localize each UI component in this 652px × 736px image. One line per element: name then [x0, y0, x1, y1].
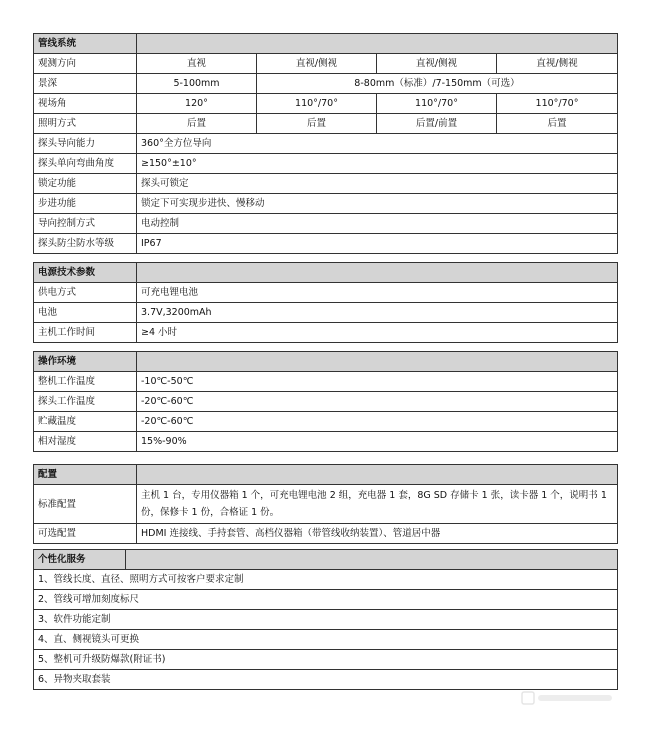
table-row	[34, 214, 618, 234]
list-item	[34, 630, 618, 650]
section-header	[34, 352, 618, 372]
cell-value: 110°/70°	[377, 94, 497, 114]
table-row	[34, 94, 618, 114]
row-label: 探头防尘防水等级	[34, 234, 137, 254]
table-row	[34, 524, 618, 544]
cell-value: -20℃-60℃	[137, 412, 618, 432]
list-item	[34, 590, 618, 610]
table-row	[34, 412, 618, 432]
cell-value: IP67	[137, 234, 618, 254]
cell-value: ≥150°±10°	[137, 154, 618, 174]
section-title: 电源技术参数	[34, 263, 137, 283]
cell-value: 3.7V,3200mAh	[137, 303, 618, 323]
service-item: 6、异物夹取套装	[34, 670, 618, 690]
row-label: 探头单向弯曲角度	[34, 154, 137, 174]
table-row	[34, 303, 618, 323]
row-label: 探头导向能力	[34, 134, 137, 154]
pipeline-spec-table	[33, 33, 618, 254]
row-label: 视场角	[34, 94, 137, 114]
cell-value: -20℃-60℃	[137, 392, 618, 412]
table-row	[34, 174, 618, 194]
section-title: 操作环境	[34, 352, 137, 372]
row-label: 主机工作时间	[34, 323, 137, 343]
cell-value: ≥4 小时	[137, 323, 618, 343]
list-item	[34, 570, 618, 590]
table-row	[34, 74, 618, 94]
table-row	[34, 372, 618, 392]
section-title: 配置	[34, 465, 137, 485]
table-row	[34, 194, 618, 214]
row-label: 可选配置	[34, 524, 137, 544]
row-label: 照明方式	[34, 114, 137, 134]
table-row	[34, 485, 618, 524]
cell-value: 直视/侧视	[377, 54, 497, 74]
service-item: 3、软件功能定制	[34, 610, 618, 630]
row-label: 电池	[34, 303, 137, 323]
service-item: 1、管线长度、直径、照明方式可按客户要求定制	[34, 570, 618, 590]
cell-value: 探头可锁定	[137, 174, 618, 194]
section-title: 个性化服务	[34, 550, 126, 570]
cell-value: 110°/70°	[497, 94, 618, 114]
table-row	[34, 392, 618, 412]
table-row	[34, 323, 618, 343]
row-label: 标准配置	[34, 485, 137, 524]
table-row	[34, 154, 618, 174]
power-spec-table	[33, 262, 618, 343]
list-item	[34, 650, 618, 670]
service-item: 5、整机可升级防爆款(附证书)	[34, 650, 618, 670]
cell-value: 可充电锂电池	[137, 283, 618, 303]
list-item	[34, 610, 618, 630]
table-row	[34, 234, 618, 254]
cell-value: 120°	[137, 94, 257, 114]
table-row	[34, 134, 618, 154]
cell-value: 锁定下可实现步进快、慢移动	[137, 194, 618, 214]
cell-value: 8-80mm（标准）/7-150mm（可选）	[257, 74, 618, 94]
row-label: 锁定功能	[34, 174, 137, 194]
row-label: 整机工作温度	[34, 372, 137, 392]
cell-value: 直视/侧视	[497, 54, 618, 74]
service-item: 2、管线可增加刻度标尺	[34, 590, 618, 610]
row-label: 贮藏温度	[34, 412, 137, 432]
table-row	[34, 283, 618, 303]
watermark-logo-icon	[520, 686, 616, 710]
service-item: 4、直、侧视镜头可更换	[34, 630, 618, 650]
section-header	[34, 465, 618, 485]
section-header	[34, 34, 618, 54]
config-table	[33, 464, 618, 544]
row-label: 供电方式	[34, 283, 137, 303]
cell-value: 110°/70°	[257, 94, 377, 114]
table-row	[34, 54, 618, 74]
cell-value: 后置/前置	[377, 114, 497, 134]
section-header	[34, 263, 618, 283]
cell-value: 电动控制	[137, 214, 618, 234]
table-row	[34, 432, 618, 452]
cell-value: 后置	[257, 114, 377, 134]
cell-value: 直视	[137, 54, 257, 74]
section-title: 管线系统	[34, 34, 137, 54]
row-label: 观测方向	[34, 54, 137, 74]
row-label: 导向控制方式	[34, 214, 137, 234]
cell-value: 5-100mm	[137, 74, 257, 94]
cell-value: -10℃-50℃	[137, 372, 618, 392]
row-label: 步进功能	[34, 194, 137, 214]
cell-value: 主机 1 台，专用仪器箱 1 个，可充电锂电池 2 组，充电器 1 套，8G SD 存储卡 1 张，读卡器 1 个，说明书 1 份，保修卡 1 份，合格证 1 份。	[137, 485, 618, 524]
cell-value: HDMI 连接线、手持套管、高档仪器箱（带管线收纳装置）、管道居中器	[137, 524, 618, 544]
service-table	[33, 549, 618, 690]
row-label: 相对湿度	[34, 432, 137, 452]
cell-value: 360°全方位导向	[137, 134, 618, 154]
cell-value: 直视/侧视	[257, 54, 377, 74]
row-label: 探头工作温度	[34, 392, 137, 412]
cell-value: 15%-90%	[137, 432, 618, 452]
cell-value: 后置	[497, 114, 618, 134]
environment-spec-table	[33, 351, 618, 452]
cell-value: 后置	[137, 114, 257, 134]
table-row	[34, 114, 618, 134]
section-header	[34, 550, 618, 570]
row-label: 景深	[34, 74, 137, 94]
